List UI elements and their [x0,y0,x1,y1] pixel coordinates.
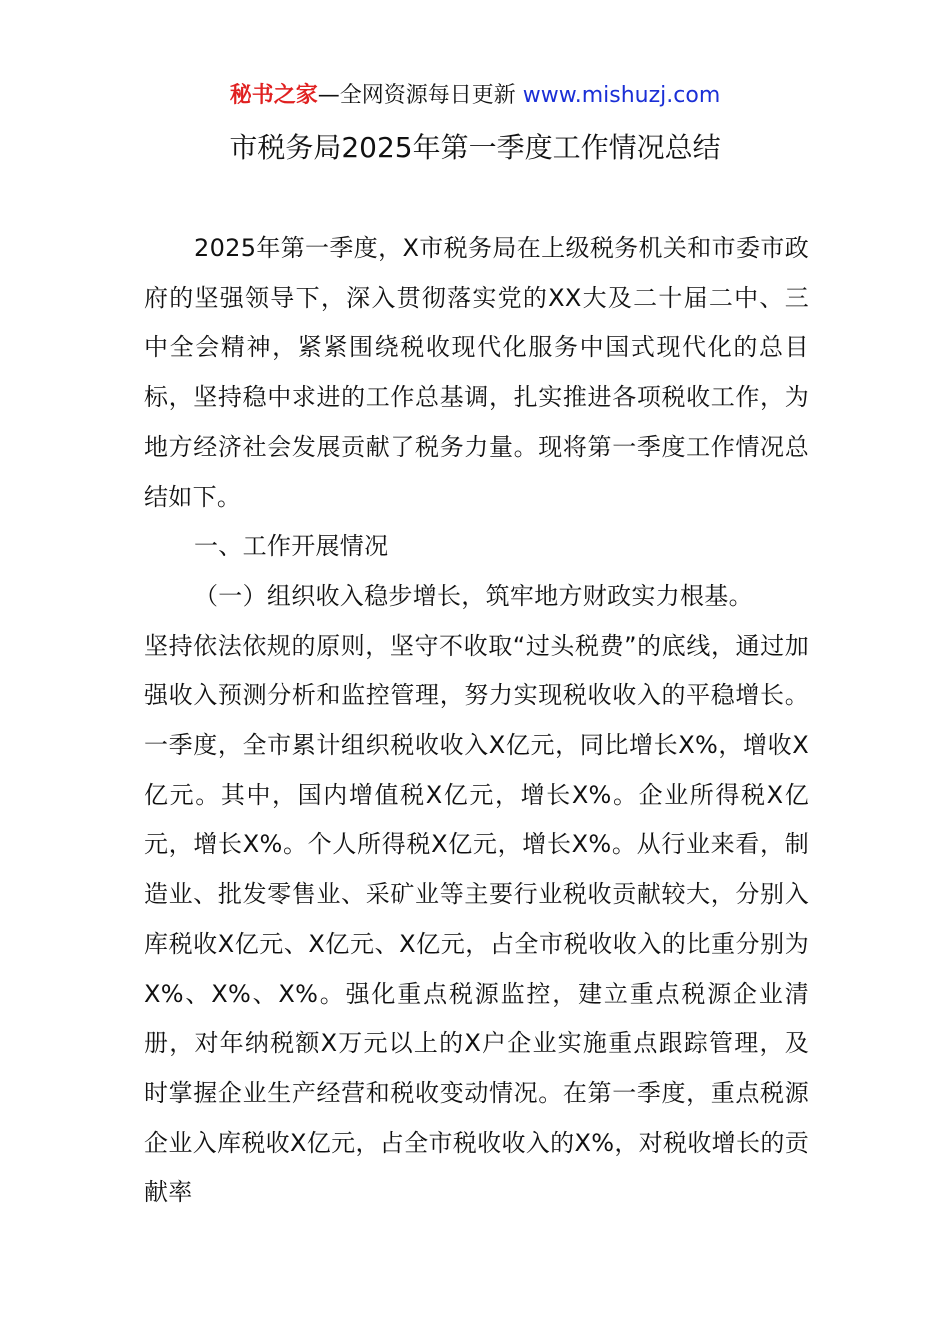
intro-paragraph: 2025年第一季度，X市税务局在上级税务机关和市委市政府的坚强领导下，深入贯彻落实党的XX大及二十届二中、三中全会精神，紧紧围绕税收现代化服务中国式现代化的总目标，坚持稳中求进的工作总基调，扎实推进各项税收工作，为地方经济社会发展贡献了税务力量。现将第一季度工作情况总结如下。 [144,234,809,511]
body-paragraph: 坚持依法依规的原则，坚守不收取“过头税费”的底线，通过加强收入预测分析和监控管理，努力实现税收收入的平稳增长。一季度，全市累计组织税收收入X亿元，同比增长X%，增收X亿元。其中，国内增值税X亿元，增长X%。企业所得税X亿元，增长X%。个人所得税X亿元，增长X%。从行业来看，制造业、批发零售业、采矿业等主要行业税收贡献较大，分别入库税收X亿元、X亿元、X亿元，占全市税收收入的比重分别为X%、X%、X%。强化重点税源监控，建立重点税源企业清册，对年纳税额X万元以上的X户企业实施重点跟踪管理，及时掌握企业生产经营和税收变动情况。在第一季度，重点税源企业入库税收X亿元，占全市税收收入的X%，对税收增长的贡献率 [144,631,809,1207]
brand-name: 秘书之家 [229,83,318,108]
site-header [0,80,950,112]
document-body [144,224,809,1218]
document-title: 市税务局2025年第一季度工作情况总结 [229,131,721,164]
header-slogan: —全网资源每日更新 [317,83,516,108]
section-heading: 一、工作开展情况 [194,532,389,561]
subsection-heading: （一）组织收入稳步增长，筑牢地方财政实力根基。 [194,581,753,610]
site-link[interactable]: www.mishuzj.com [522,83,721,108]
